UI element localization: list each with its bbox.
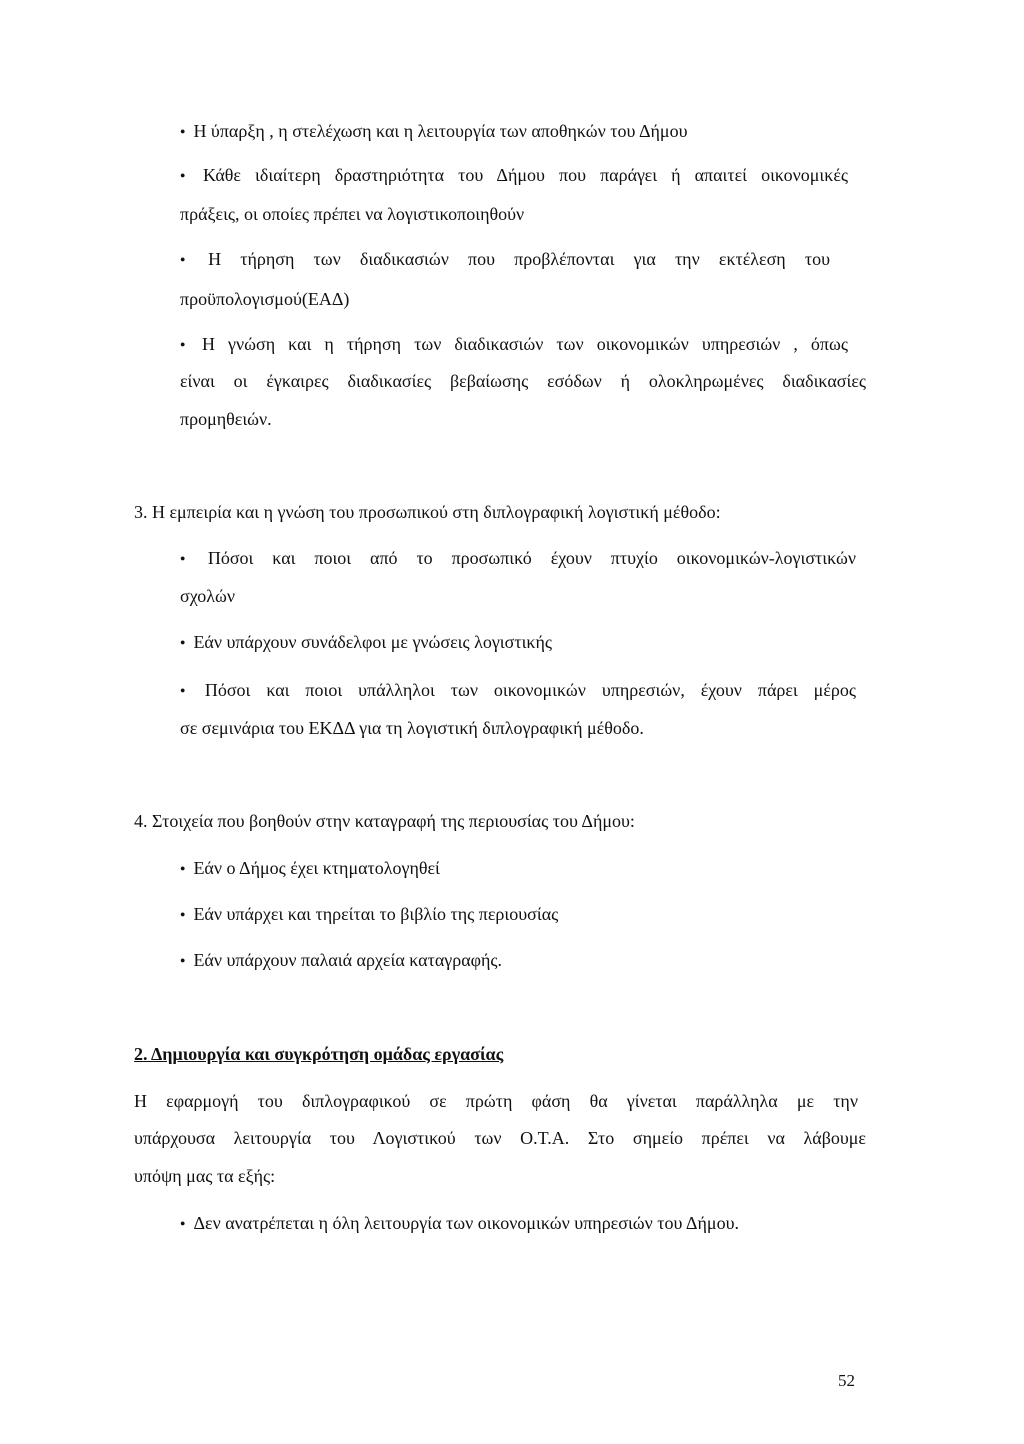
list-item: ● Κάθε ιδιαίτερη δραστηριότητα του Δήμου που παράγει ή απαιτεί οικονομικές bbox=[180, 164, 848, 186]
paragraph-line: υπάρχουσα λειτουργία του Λογιστικού των Ο.Τ.Α. Στο σημείο πρέπει να λάβουμε bbox=[134, 1128, 866, 1148]
page-number: 52 bbox=[838, 1371, 855, 1390]
list-item: ● Εάν υπάρχει και τηρείται το βιβλίο της περιουσίας bbox=[180, 903, 558, 925]
list-item: ● Η γνώση και η τήρηση των διαδικασιών των οικονομικών υπηρεσιών , όπως bbox=[180, 333, 848, 355]
paragraph-line: υπόψη μας τα εξής: bbox=[134, 1166, 276, 1186]
list-item: ● Εάν ο Δήμος έχει κτηματολογηθεί bbox=[180, 857, 440, 879]
numbered-heading: 3. Η εμπειρία και η γνώση του προσωπικού στη διπλογραφική λογιστική μέθοδο: bbox=[134, 502, 721, 522]
list-item: ● Η τήρηση των διαδικασιών που προβλέπονται για την εκτέλεση του bbox=[180, 248, 830, 270]
list-item: ● Πόσοι και ποιοι από το προσωπικό έχουν πτυχίο οικονομικών-λογιστικών bbox=[180, 547, 856, 569]
paragraph-line: Η εφαρμογή του διπλογραφικού σε πρώτη φάση θα γίνεται παράλληλα με την bbox=[134, 1091, 858, 1111]
list-item: ● Εάν υπάρχουν παλαιά αρχεία καταγραφής. bbox=[180, 949, 502, 971]
list-item-continuation: σχολών bbox=[180, 586, 236, 606]
list-item-continuation: είναι οι έγκαιρες διαδικασίες βεβαίωσης εσόδων ή ολοκληρωμένες διαδικασίες bbox=[180, 371, 866, 391]
numbered-heading: 4. Στοιχεία που βοηθούν στην καταγραφή της περιουσίας του Δήμου: bbox=[134, 811, 635, 831]
list-item: ● Δεν ανατρέπεται η όλη λειτουργία των οικονομικών υπηρεσιών του Δήμου. bbox=[180, 1212, 739, 1234]
list-item: ● Πόσοι και ποιοι υπάλληλοι των οικονομικών υπηρεσιών, έχουν πάρει μέρος bbox=[180, 679, 856, 701]
list-item: ● Εάν υπάρχουν συνάδελφοι με γνώσεις λογιστικής bbox=[180, 631, 552, 653]
section-heading: 2. Δημιουργία και συγκρότηση ομάδας εργασίας bbox=[134, 1044, 504, 1064]
list-item-continuation: προμηθειών. bbox=[180, 409, 272, 429]
list-item-continuation: προϋπολογισμού(ΕΑΔ) bbox=[180, 289, 350, 309]
list-item-continuation: σε σεμινάρια του ΕΚΔΔ για τη λογιστική διπλογραφική μέθοδο. bbox=[180, 718, 644, 738]
list-item: ● Η ύπαρξη , η στελέχωση και η λειτουργία των αποθηκών του Δήμου bbox=[180, 120, 688, 142]
list-item-continuation: πράξεις, οι οποίες πρέπει να λογιστικοποιηθούν bbox=[180, 204, 525, 224]
